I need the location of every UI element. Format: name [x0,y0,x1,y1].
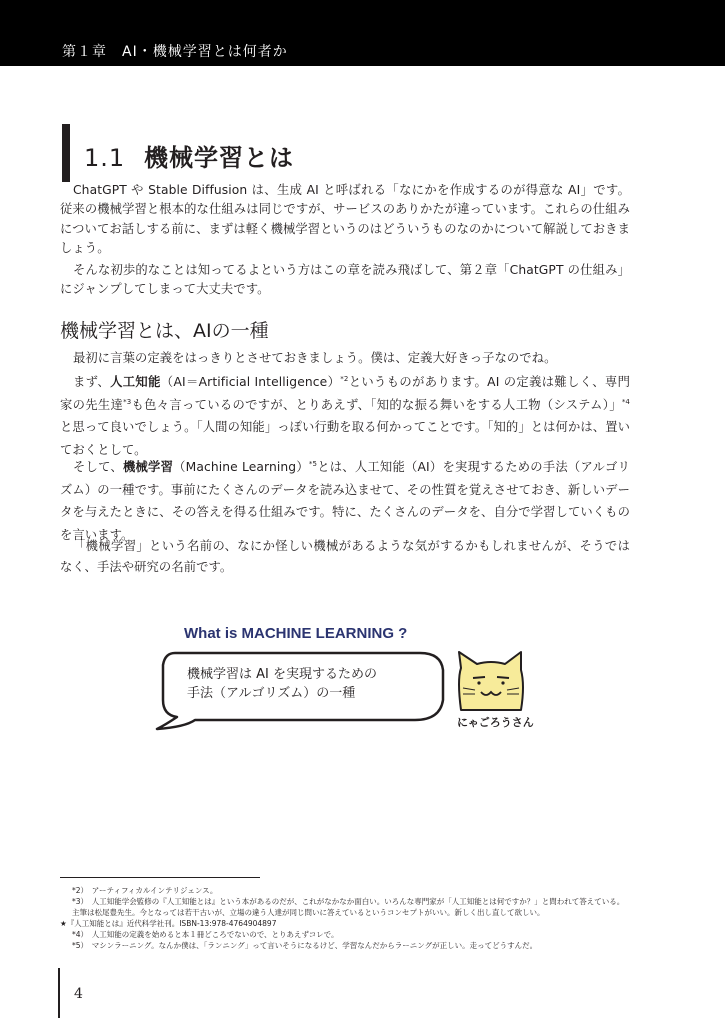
paragraph-ml-name-note-text: 「機械学習」という名前の、なにか怪しい機械があるような気がするかもしれませんが、そうではなく、手法や研究の名前です。 [60,539,630,574]
footnote-divider [60,877,260,878]
bubble-line-1: 機械学習は AI を実現するための [187,667,377,682]
text-span: （AI＝Artificial Intelligence） [160,375,341,389]
illustration-title: What is MACHINE LEARNING ? [184,625,408,642]
footnote-ref-3: *3 [123,397,132,406]
term-ai: 人工知能 [110,375,161,389]
section-marker-bar [62,124,70,182]
paragraph-ml-name-note [60,536,630,578]
text-span: （Machine Learning） [173,460,309,474]
page-number-bar [58,968,60,1018]
footnote-ref-2: *2 [340,374,349,383]
footnote-ref-4: *4 [621,397,630,406]
text-span: も色々言っているのですが、とりあえず、「知的な振る舞いをする人工物（システム）」 [131,397,622,412]
paragraph-ai-definition [60,371,630,461]
bubble-line-2: 手法（アルゴリズム）の一種 [187,686,356,701]
cat-character-icon [455,650,527,712]
section-number: 1.1 [84,144,126,172]
text-span: とは、人工知能（AI）を実現するための手法（アルゴリズム）の一種です。事前にたくさんのデータを読み込ませて、その性質を覚えさせておき、新しいデータを与えたときに、その答えを得る仕組みです。特に、たくさんのデータを、自分で学習していくものを言います。 [60,460,631,542]
footnote-3: *3） 人工知能学会監修の『人工知能とは』という本があるのだが、これがなかなか面白い。いろんな専門家が「人工知能とは何ですか？」と問われて答えている。主筆は松尾豊先生。今となっては若干古いが、立場の違う人達が同じ問いに答えているというコンセプトがいい。新しく出し直して欲しい。 [72,897,625,917]
footnote-4: *4） 人工知能の定義を始めると本１冊どころでないので、とりあえずコレで。 [72,930,339,939]
chapter-title: 第１章 AI・機械学習とは何者か [62,44,288,60]
text-span: そして、 [73,460,123,474]
term-machine-learning: 機械学習 [122,460,174,474]
section-heading [84,138,294,173]
footnote-2: *2） アーティフィカルインテリジェンス。 [72,886,218,895]
paragraph-skip-note-text: そんな初歩的なことは知ってるよという方はこの章を読み飛ばして、第２章「ChatGPT の仕組み」にジャンプしてしまって大丈夫です。 [60,263,630,297]
paragraph-definition-intro-text: 最初に言葉の定義をはっきりとさせておきましょう。僕は、定義大好きっ子なのでね。 [73,351,557,365]
speech-bubble-text [187,665,427,703]
text-span: まず、 [73,375,111,389]
footnote-ref-5: *5 [308,459,318,468]
paragraph-skip-note [60,261,630,300]
chapter-header-bar [0,0,725,66]
paragraph-definition-intro [60,349,630,368]
footnote-5: *5） マシンラーニング。なんか僕は、「ランニング」って言いそうになるけど、学習なんだからラーニングが正しい。走ってどうすんだ。 [72,941,538,950]
page-number: 4 [74,986,83,1002]
text-span: と思って良いでしょう。「人間の知能」っぽい行動を取る何かってことです。「知的」とは何かは、置いておくとして。 [60,420,630,457]
footnote-book-reference: ★『人工知能とは』近代科学社刊。ISBN-13:978-4764904897 [60,919,277,928]
section-title: 機械学習とは [144,144,294,172]
text-span: というものがあります。AI の定義は難しく、専門家の先生達 [60,375,630,412]
paragraph-ml-definition [60,456,630,546]
footnotes [60,885,630,951]
character-name: にゃごろうさん [457,716,534,729]
paragraph-intro-text: ChatGPT や Stable Diffusion は、生成 AI と呼ばれる「なにかを作成するのが得意な AI」です。従来の機械学習と根本的な仕組みは同じですが、サービスのありかたが違っています。これらの仕組みについてお話しする前に、まずは軽く機械学習というのはどういうものなのかについて解説しておきましょう。 [60,183,630,256]
paragraph-intro [60,181,630,259]
subsection-heading: 機械学習とは、AIの一種 [60,320,269,342]
